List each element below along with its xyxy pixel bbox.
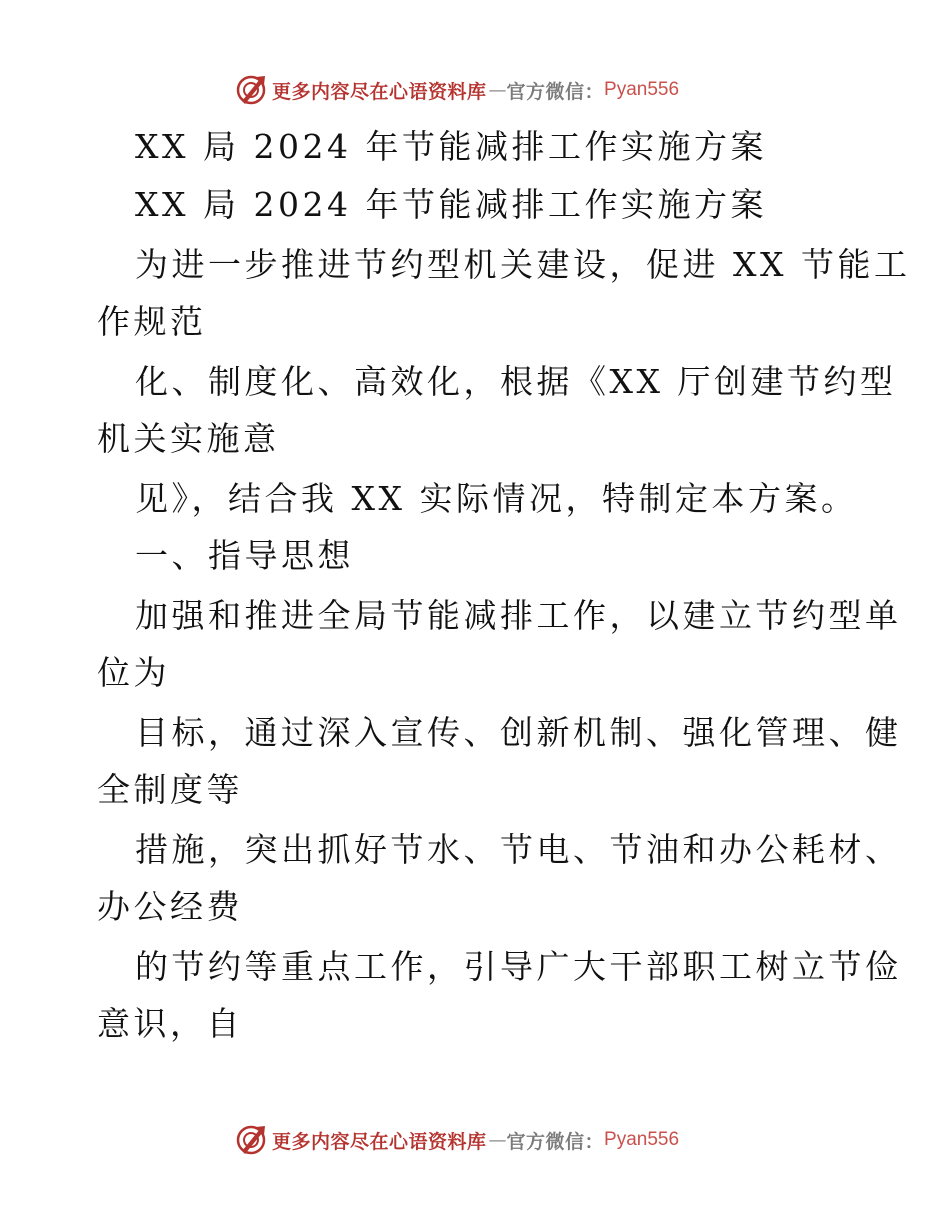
watermark-separator: — xyxy=(488,1129,507,1151)
paragraph-line: 化、制度化、高效化，根据《XX 厅创建节约型 xyxy=(135,362,897,401)
paragraph-line: 措施，突出抓好节水、节电、节油和办公耗材、 xyxy=(135,830,902,869)
footer-watermark xyxy=(234,1122,679,1158)
paragraph-line: 办公经费 xyxy=(97,887,243,926)
document-title-repeat: XX 局 2024 年节能减排工作实施方案 xyxy=(135,185,767,224)
watermark-wechat-label: 官方微信： xyxy=(506,1130,605,1153)
watermark-separator: — xyxy=(488,79,507,101)
paragraph-line: 的节约等重点工作，引导广大干部职工树立节俭 xyxy=(135,947,902,986)
paragraph-line: 目标，通过深入宣传、创新机制、强化管理、健 xyxy=(135,713,902,752)
paragraph-line: 意识，自 xyxy=(97,1004,243,1043)
watermark-wechat-id: Pyan556 xyxy=(604,79,680,100)
pen-logo-icon xyxy=(234,73,268,107)
document-title: XX 局 2024 年节能减排工作实施方案 xyxy=(135,127,767,166)
paragraph-line: 全制度等 xyxy=(97,770,243,809)
watermark-text: 更多内容尽在心语资料库 xyxy=(272,1130,487,1153)
section-heading: 一、指导思想 xyxy=(135,536,354,575)
paragraph-line: 加强和推进全局节能减排工作，以建立节约型单 xyxy=(135,596,902,635)
paragraph-line: 为进一步推进节约型机关建设，促进 XX 节能工 xyxy=(135,245,911,284)
paragraph-line: 机关实施意 xyxy=(97,419,280,458)
watermark-wechat-id: Pyan556 xyxy=(604,1129,680,1150)
header-watermark xyxy=(234,72,679,108)
watermark-text: 更多内容尽在心语资料库 xyxy=(272,80,487,103)
paragraph-line: 见》，结合我 XX 实际情况，特制定本方案。 xyxy=(135,479,858,518)
paragraph-line: 作规范 xyxy=(97,302,207,341)
watermark-wechat-label: 官方微信： xyxy=(506,80,605,103)
pen-logo-icon xyxy=(234,1123,268,1157)
paragraph-line: 位为 xyxy=(97,653,170,692)
